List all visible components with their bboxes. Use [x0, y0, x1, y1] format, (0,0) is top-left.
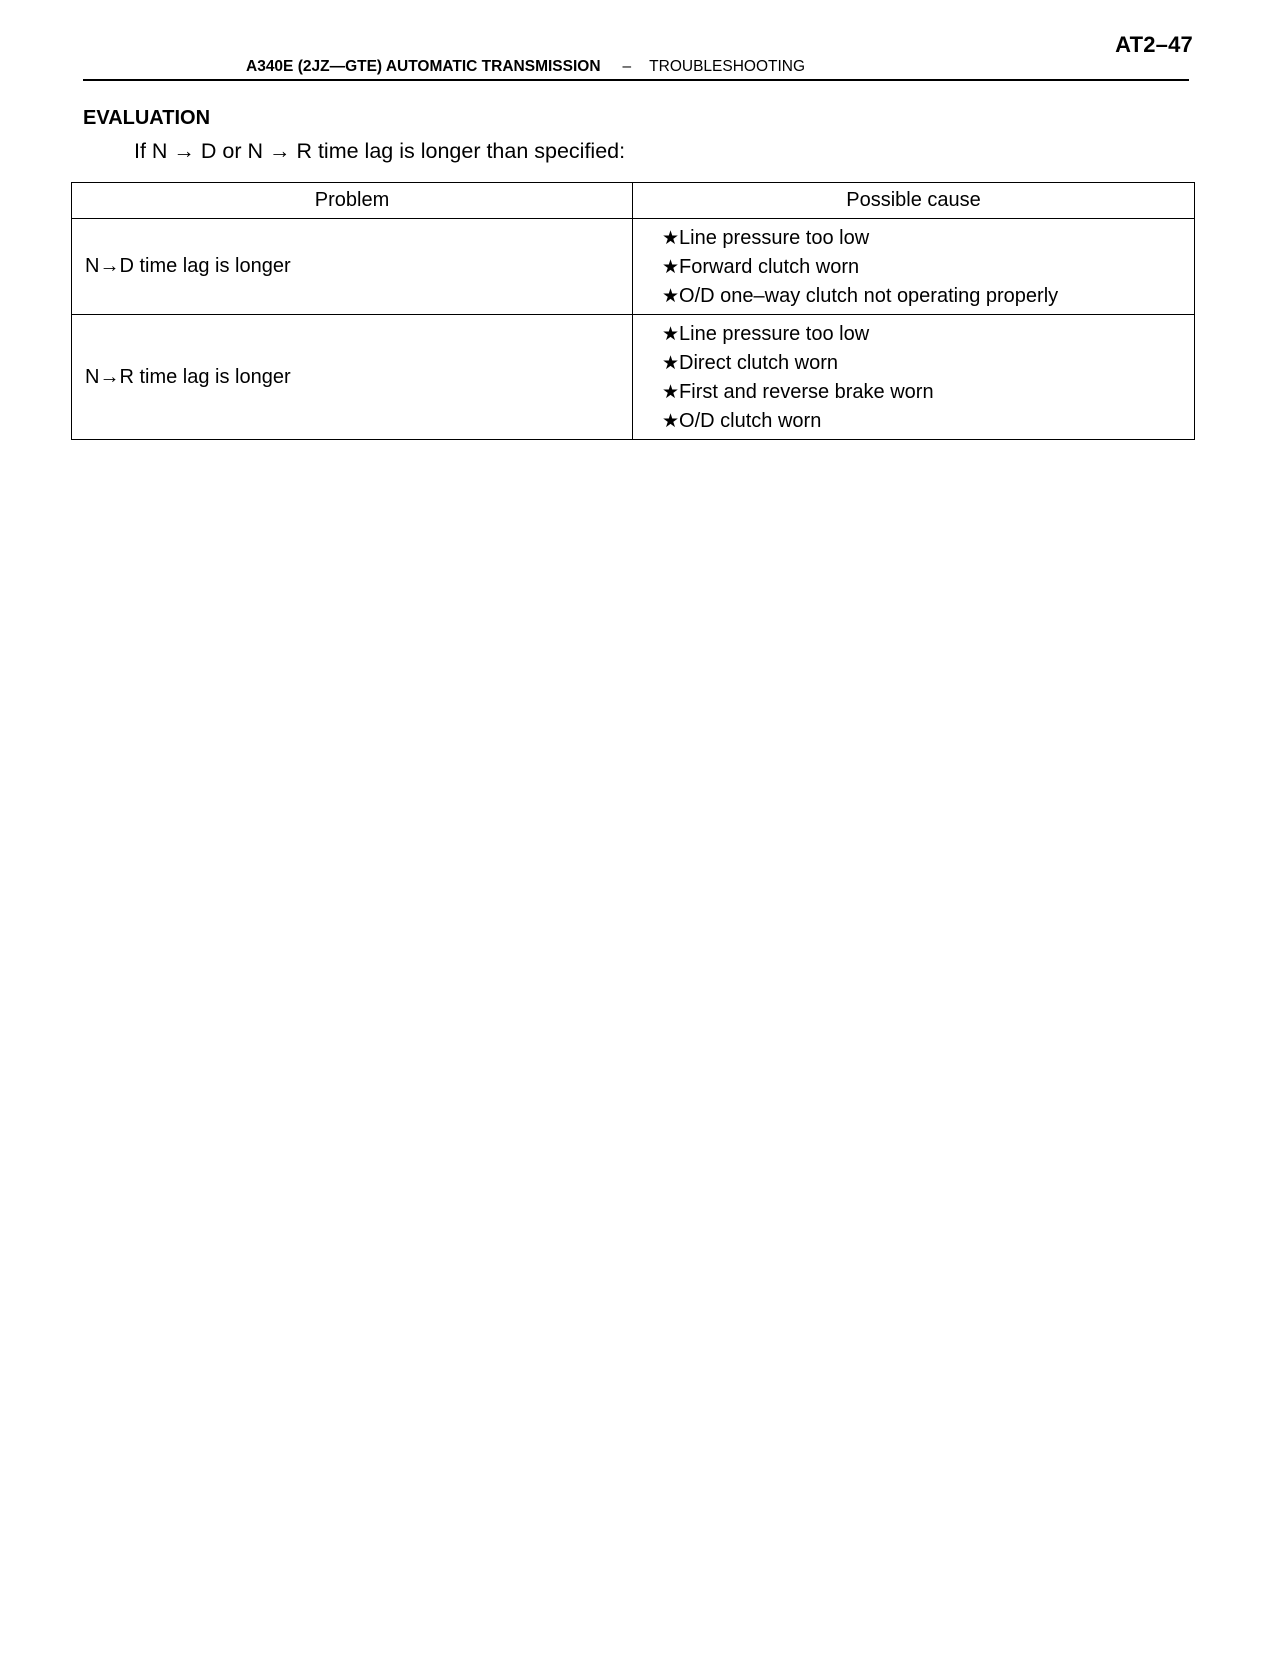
cause-item [662, 349, 1194, 378]
cause-cell [633, 219, 1195, 315]
header-separator: – [622, 58, 632, 75]
star-bullet-icon: ★ [662, 228, 680, 249]
cause-item [662, 253, 1194, 282]
page-number: AT2–47 [1115, 32, 1193, 57]
cause-text: O/D one–way clutch not operating properly [679, 285, 1059, 307]
table-row [72, 219, 1195, 315]
cause-item [662, 407, 1194, 436]
table-header-row [72, 183, 1195, 219]
header-section: TROUBLESHOOTING [649, 58, 806, 75]
cause-text: Line pressure too low [679, 227, 870, 249]
table-row [72, 315, 1195, 440]
problem-cell: N→D time lag is longer [72, 219, 633, 315]
header-rule [83, 79, 1189, 81]
star-bullet-icon: ★ [662, 382, 680, 403]
running-header [246, 58, 805, 76]
star-bullet-icon: ★ [662, 324, 680, 345]
cause-item [662, 378, 1194, 407]
star-bullet-icon: ★ [662, 411, 680, 432]
star-bullet-icon: ★ [662, 353, 680, 374]
cause-text: Line pressure too low [679, 323, 870, 345]
intro-text: If N → D or N → R time lag is longer than specified: [134, 139, 626, 163]
column-header-problem: Problem [72, 183, 633, 219]
star-bullet-icon: ★ [662, 257, 680, 278]
problem-cell: N→R time lag is longer [72, 315, 633, 440]
cause-item [662, 224, 1194, 253]
cause-text: First and reverse brake worn [679, 381, 934, 403]
column-header-possible-cause: Possible cause [633, 183, 1195, 219]
section-heading: EVALUATION [83, 107, 211, 129]
cause-cell [633, 315, 1195, 440]
star-bullet-icon: ★ [662, 286, 680, 307]
cause-item [662, 282, 1194, 311]
evaluation-table [71, 182, 1195, 440]
cause-text: O/D clutch worn [679, 410, 822, 432]
header-title: A340E (2JZ—GTE) AUTOMATIC TRANSMISSION [246, 58, 601, 75]
cause-item [662, 320, 1194, 349]
cause-text: Direct clutch worn [679, 352, 838, 374]
cause-text: Forward clutch worn [679, 256, 860, 278]
